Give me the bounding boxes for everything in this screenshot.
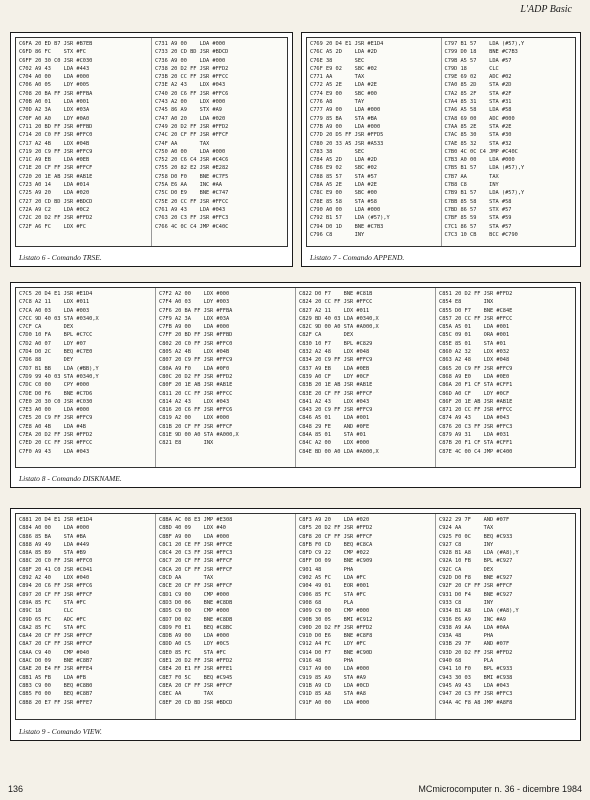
code-line: C7ED 20 CC FF JSR #FFCC (19, 440, 93, 447)
code-line: C90D 20 D2 FF JSR #FFD2 (299, 624, 373, 631)
code-line: C7E5 20 C9 FF JSR #FFC9 (19, 415, 93, 422)
code-line: C93D 20 D2 FF JSR #FFD2 (439, 649, 513, 656)
code-line: C70B A0 01 LDA #001 (19, 99, 90, 106)
listing-caption: Listato 7 - Comando APPEND. (310, 253, 405, 262)
code-line: C904 49 01 EOR #001 (299, 583, 370, 590)
code-line: C916 48 PHA (299, 658, 354, 665)
code-line: C786 E9 02 SBC #02 (310, 165, 377, 172)
code-line: C8CD AA TAX (159, 575, 214, 582)
code-column (442, 38, 576, 246)
code-line: C723 A0 14 LDA #014 (19, 182, 90, 189)
code-line: C876 20 C3 FF JSR #FFC3 (439, 423, 513, 430)
code-line: C792 B1 57 LDA (#57),Y (310, 215, 390, 222)
listing-6 (10, 32, 293, 267)
code-line: C82F CA DEX (299, 332, 354, 339)
code-line: C897 20 CF FF JSR #FFCF (19, 591, 93, 598)
code-line: C931 D0 F4 BNE #C927 (439, 591, 513, 598)
code-line: C8F3 A9 20 LDA #020 (299, 517, 370, 523)
code-line: C79D 18 CLC (444, 65, 499, 72)
code-line: C8DD A0 C5 LDY #0C5 (159, 641, 230, 648)
code-line: C717 A2 4B LDX #04B (19, 140, 90, 147)
code-line: C86F 20 1E AB JSR #AB1E (439, 398, 513, 405)
code-column (156, 288, 296, 467)
code-line: C802 20 C0 FF JSR #FFC0 (159, 340, 233, 347)
code-line: C7A4 85 31 STA #31 (444, 99, 512, 106)
code-line: C902 A5 FC LDA #FC (299, 575, 366, 582)
code-line: C76F E9 02 SBC #02 (310, 65, 377, 72)
code-line: C7B0 4C 0C C4 JMP #C40C (444, 148, 518, 155)
code-line: C863 A2 48 LDX #048 (439, 357, 510, 364)
code-line: C928 B1 A8 LDA (#A8),Y (439, 550, 519, 557)
code-line: C755 20 82 E2 JSR #E282 (155, 165, 229, 172)
listing-7 (301, 32, 581, 267)
code-line: C7F0 A9 43 LDA #043 (19, 448, 90, 455)
code-line: C83B 20 1E AB JSR #AB1E (299, 382, 373, 389)
code-line: C92A 10 FB BPL #C927 (439, 558, 513, 565)
code-line: C894 20 C6 FF JSR #FFC6 (19, 583, 93, 590)
code-line: C7FB A9 00 LDA #000 (159, 324, 230, 331)
code-line: C711 20 BD FF JSR #FFBD (19, 123, 93, 130)
code-line: C7E8 A0 4B LDA #4B (19, 423, 86, 430)
code-line: C8CA 20 CF FF JSR #FFCF (159, 566, 233, 573)
code-line: C8D9 F0 E1 BEQ #C8BC (159, 624, 233, 631)
code-line: C7C3 10 CB BCC #C790 (444, 231, 518, 238)
code-line: C8C7 20 CF FF JSR #FFCF (159, 558, 233, 565)
code-line: C8B5 F0 00 BEQ #C8B7 (19, 691, 93, 698)
code-line: C7DC C0 00 CPY #000 (19, 382, 90, 389)
code-line: C908 68 PLA (299, 599, 354, 606)
code-line: C745 86 A9 STX #A9 (155, 107, 222, 114)
code-line: C761 A9 43 LDA #043 (155, 206, 226, 213)
code-column (307, 38, 442, 246)
code-line: C797 B1 57 LDA (#57),Y (444, 41, 525, 47)
code-line: C945 A9 43 LDA #043 (439, 682, 510, 689)
code-line: C6FF 20 30 C0 JSR #C030 (19, 57, 93, 64)
code-line: C85E 85 01 STA #01 (439, 340, 506, 347)
code-line: C799 D0 18 BNE #C7B3 (444, 49, 518, 56)
code-line: C839 A0 CF LDY #0CF (299, 373, 370, 380)
code-line: C78C E9 00 SBC #00 (310, 190, 377, 197)
code-line: C860 A2 32 LDX #032 (439, 349, 510, 356)
code-line: C7B7 AA TAX (444, 173, 499, 180)
code-line: C7CF CA DEX (19, 324, 74, 331)
code-line: C7B5 B1 57 LDA (#57),Y (444, 165, 525, 172)
code-line: C79B A5 57 LDA #57 (444, 57, 512, 64)
code-line: C7F6 20 BA FF JSR #FFBA (159, 307, 233, 314)
code-line: C91F A0 00 LDA #000 (299, 699, 370, 706)
code-line: C805 A2 4B LDX #04B (159, 349, 230, 356)
code-line: C851 20 D2 FF JSR #FFD2 (439, 291, 513, 297)
code-line: C733 20 CD BD JSR #BDCD (155, 49, 229, 56)
code-line: C783 38 SEC (310, 148, 365, 155)
code-line: C7EA 20 D2 FF JSR #FFD2 (19, 432, 93, 439)
code-line: C8BA AC 08 E3 JMP #E308 (159, 517, 233, 523)
code-line: C8CE 20 CF FF JSR #FFCF (159, 583, 233, 590)
code-line: C708 20 BA FF JSR #FFBA (19, 90, 93, 97)
code-line: C80F 20 1E AB JSR #AB1E (159, 382, 233, 389)
code-line: C846 A5 01 LDA #001 (299, 415, 370, 422)
code-line: C8C1 20 CE FF JSR #FFCE (159, 541, 233, 548)
code-line: C888 A9 49 LDA #449 (19, 541, 90, 548)
code-line: C8EF 20 CD BD JSR #BDCD (159, 699, 233, 706)
code-line: C8FF D0 09 BNE #C909 (299, 558, 373, 565)
code-line: C832 A2 48 LDX #048 (299, 349, 370, 356)
code-line: C7CA A0 03 LDA #003 (19, 307, 90, 314)
code-line: C830 10 F7 BPL #C829 (299, 340, 373, 347)
listing-9 (10, 508, 581, 741)
code-line: C914 D0 F7 BNE #C90D (299, 649, 373, 656)
code-line: C7D7 B1 BB LDA (#BB),Y (19, 365, 99, 372)
code-line: C738 20 D2 FF JSR #FFD2 (155, 65, 229, 72)
code-line: C92D D0 F8 BNE #C927 (439, 575, 513, 582)
code-line: C8D5 C9 00 CMP #000 (159, 608, 230, 615)
code-line: C8E1 20 D2 FF JSR #FFD2 (159, 658, 233, 665)
code-line: C90B 30 05 BMI #C912 (299, 616, 373, 623)
code-line: C779 85 BA STA #BA (310, 115, 377, 122)
code-line: C7B9 B1 57 LDA (#57),Y (444, 190, 525, 197)
publication-info: MCmicrocomputer n. 36 - dicembre 1984 (418, 784, 582, 794)
page-footer (8, 784, 582, 794)
code-line: C7A8 69 00 ADC #000 (444, 115, 515, 122)
code-line: C78E 85 58 STA #58 (310, 198, 377, 205)
code-line: C886 85 BA STA #BA (19, 533, 86, 540)
code-line: C731 A9 00 LDA #000 (155, 41, 226, 47)
code-line: C93A 48 PHA (439, 633, 494, 640)
code-line: C922 29 7F AND #07F (439, 517, 510, 523)
code-line: C7A6 A5 58 LDA #58 (444, 107, 512, 114)
code-line: C7AA 85 2E STA #2E (444, 123, 512, 130)
code-line: C73B 20 CC FF JSR #FFCC (155, 74, 229, 81)
code-line: C8A2 85 FC STA #FC (19, 624, 86, 631)
code-line: C81B 20 CF FF JSR #FFCF (159, 423, 233, 430)
code-line: C912 A4 FC LDY #FC (299, 641, 366, 648)
code-line: C92C CA DEX (439, 566, 494, 573)
code-line: C72A A9 C2 LDA #0C2 (19, 206, 90, 213)
code-line: C943 30 03 BMI #C938 (439, 674, 513, 681)
code-line: C76C A5 2D LDA #2D (310, 49, 377, 56)
code-line: C7F9 A2 3A LDX #03A (159, 315, 230, 322)
code-line: C841 A2 43 LDX #043 (299, 398, 370, 405)
code-line: C714 20 C0 FF JSR #FFC0 (19, 132, 93, 139)
code-line: C8A4 20 CF FF JSR #FFCF (19, 633, 93, 640)
code-line: C822 D0 F7 BNE #C81B (299, 291, 373, 297)
code-column (16, 288, 156, 467)
code-line: C75E 20 CC FF JSR #FFCC (155, 198, 229, 205)
code-line: C796 C8 INY (310, 231, 365, 238)
code-line: C919 85 A9 STA #A9 (299, 674, 366, 681)
code-line: C910 D0 E6 BNE #C8F8 (299, 633, 373, 640)
code-line: C7F2 A2 00 LDX #000 (159, 291, 230, 297)
code-line: C824 20 CC FF JSR #FFCC (299, 299, 373, 306)
code-line: C821 E8 INX (159, 440, 214, 447)
code-line: C8BD 40 09 LDX #40 (159, 525, 226, 532)
code-line: C790 A0 00 LDA #000 (310, 206, 381, 213)
code-line: C857 20 CC FF JSR #FFCC (439, 315, 513, 322)
code-line: C8D1 C9 00 CMP #000 (159, 591, 230, 598)
code-line: C94A 4C F8 A8 JMP #A8F8 (439, 699, 513, 706)
code-line: C83E 20 CF FF JSR #FFCF (299, 390, 373, 397)
code-line: C80A A9 F0 LDA #0F0 (159, 365, 230, 372)
code-line: C87B 20 F1 CF STA #CFF1 (439, 440, 513, 447)
code-line: C89C 18 CLC (19, 608, 74, 615)
code-line: C7C5 20 D4 E1 JSR #E1D4 (19, 291, 93, 297)
code-line: C84A 85 01 STA #01 (299, 432, 366, 439)
section-header: L'ADP Basic (520, 4, 572, 15)
code-line: C7BB 85 58 STA #58 (444, 198, 512, 205)
code-line: C941 10 F0 BPL #C933 (439, 666, 513, 673)
code-line: C747 A0 20 LDA #020 (155, 115, 226, 122)
code-line: C92F 20 CF FF JSR #FFCF (439, 583, 513, 590)
code-line: C8DB A9 00 LDA #000 (159, 633, 230, 640)
code-line: C84E BD 00 A0 LDA #A000,X (299, 448, 379, 455)
code-line: C704 A0 00 LDA #000 (19, 74, 90, 81)
code-line: C725 A9 20 LDA #020 (19, 190, 90, 197)
code-line: C774 E9 00 SBC #00 (310, 90, 377, 97)
code-line: C91B A9 CD LDA #0CD (299, 682, 370, 689)
code-line: C84C A2 00 LDX #000 (299, 440, 370, 447)
code-line: C7D0 10 FA BPL #C7CC (19, 332, 93, 339)
code-line: C771 AA TAX (310, 74, 365, 81)
code-line: C75A E6 AA INC #AA (155, 182, 222, 189)
code-line: C874 A9 43 LDA #043 (439, 415, 510, 422)
code-column (436, 514, 575, 719)
code-line: C73E A2 43 LDX #043 (155, 82, 226, 89)
code-line: C7E0 20 30 C0 JSR #C030 (19, 398, 93, 405)
code-line: C72C 20 D2 FF JSR #FFD2 (19, 215, 93, 222)
code-line: C788 85 57 STA #57 (310, 173, 377, 180)
code-line: C7B3 A0 00 LDA #000 (444, 157, 515, 164)
code-line: C8E7 F0 5C BEQ #C945 (159, 674, 233, 681)
code-line: C7A2 85 2F STA #2F (444, 90, 512, 97)
code-line: C749 20 D2 FF JSR #FFD2 (155, 123, 229, 130)
code-line: C8F8 20 CF FF JSR #FFCF (299, 533, 373, 540)
code-line: C8FD C9 22 CMP #022 (299, 550, 370, 557)
code-line: C8EC AA TAX (159, 691, 214, 698)
code-line: C811 20 CC FF JSR #FFCC (159, 390, 233, 397)
code-line: C71C A9 EB LDA #0EB (19, 157, 90, 164)
code-line: C87E 4C 00 C4 JMP #C400 (439, 448, 513, 455)
code-line: C769 20 D4 E1 JSR #E1D4 (310, 41, 384, 47)
code-line: C86A 20 F1 CF STA #CFF1 (439, 382, 513, 389)
code-line: C8BF A9 00 LDA #000 (159, 533, 230, 540)
code-column (152, 38, 287, 246)
code-line: C7D4 D0 2C BEQ #C7E0 (19, 349, 93, 356)
code-line: C933 C8 INY (439, 599, 494, 606)
code-line: C743 A2 00 LDX #000 (155, 99, 226, 106)
listing-caption: Listato 8 - Comando DISKNAME. (19, 474, 122, 483)
code-line: C88C 20 C0 FF JSR #FFC0 (19, 558, 93, 565)
code-line: C8B8 20 E7 FF JSR #FFE7 (19, 699, 93, 706)
code-line: C8C4 20 C3 FF JSR #FFC3 (159, 550, 233, 557)
code-line: C72F A6 FC LDX #FC (19, 223, 86, 230)
code-line: C76E 38 SEC (310, 57, 365, 64)
code-line: C77B A9 00 LDA #000 (310, 123, 381, 130)
code-line: C7AC 85 30 STA #30 (444, 132, 512, 139)
code-line: C8AC D0 09 BNE #C8B7 (19, 658, 93, 665)
code-line: C750 A0 00 LDA #000 (155, 148, 226, 155)
code-line: C79E 69 02 ADC #02 (444, 74, 512, 81)
code-line: C814 A2 43 LDX #043 (159, 398, 230, 405)
code-line: C8F5 20 D2 FF JSR #FFD2 (299, 525, 373, 532)
code-line: C854 E8 INX (439, 299, 494, 306)
code-line: C736 A9 00 LDA #000 (155, 57, 226, 64)
code-line: C763 20 C3 FF JSR #FFC3 (155, 215, 229, 222)
code-line: C934 B1 A8 LDA (#A8),Y (439, 608, 519, 615)
code-line: C85A A5 01 LDA #001 (439, 324, 510, 331)
code-line: C906 85 FC STA #FC (299, 591, 366, 598)
code-line: C7D2 A0 07 LDY #07 (19, 340, 86, 347)
code-line: C7B8 C8 INY (444, 182, 499, 189)
code-line: C7D6 88 DEY (19, 357, 74, 364)
code-line: C917 A9 00 LDA #000 (299, 666, 370, 673)
code-line: C758 D0 F0 BNE #C7F5 (155, 173, 229, 180)
code-line: C924 AA TAX (439, 525, 494, 532)
code-line: C70F A0 A0 LDY #0A0 (19, 115, 90, 122)
code-line: C7D9 99 40 03 STA #0340,Y (19, 373, 99, 380)
code-line: C7CC 9D 40 03 STA #0340,X (19, 315, 99, 322)
code-line: C7E3 A0 00 LDA #000 (19, 407, 90, 414)
code-column (16, 514, 156, 719)
code-line: C8D3 D0 06 BNE #C8DB (159, 599, 233, 606)
code-line: C881 20 D4 E1 JSR #E1D4 (19, 517, 93, 523)
code-line: C871 20 CC FF JSR #FFCC (439, 407, 513, 414)
code-line: C78A A5 2E LDA #2E (310, 182, 377, 189)
code-line: C855 D0 F7 BNE #C84E (439, 307, 513, 314)
code-line: C88A 85 B9 STA #B9 (19, 550, 86, 557)
code-line: C89D 65 FC ADC #FC (19, 616, 86, 623)
code-line: C8FB F0 CD BEQ #C8CA (299, 541, 373, 548)
code-line: C927 C8 INY (439, 541, 494, 548)
code-line: C75C D0 E9 BNE #C747 (155, 190, 229, 197)
code-line: C74C 20 CF FF JSR #FFCF (155, 132, 229, 139)
code-line: C70D A2 3A LDX #03A (19, 107, 90, 114)
code-line: C6FA 20 ED B7 JSR #B7EB (19, 41, 93, 47)
code-line: C848 29 FE AND #0FE (299, 423, 370, 430)
code-line: C807 20 C9 FF JSR #FFC9 (159, 357, 233, 364)
code-column (436, 288, 575, 467)
code-line: C7BD 86 57 STX #57 (444, 206, 512, 213)
code-line: C702 A9 43 LDA #443 (19, 65, 90, 72)
code-line: C827 A2 11 LDX #011 (299, 307, 370, 314)
code-line: C776 A8 TAY (310, 99, 365, 106)
code-line: C81E 9D 00 A0 STA #A000,X (159, 432, 239, 439)
code-line: C77D 20 D5 FF JSR #FFD5 (310, 132, 384, 139)
code-line: C868 A9 E0 LDA #0E0 (439, 373, 510, 380)
code-line: C8EA 20 CF FF JSR #FFCF (159, 682, 233, 689)
code-line: C82C 9D 00 A0 STA #A000,X (299, 324, 379, 331)
code-line: C8B3 C9 00 BEQ #C8B0 (19, 682, 93, 689)
code-line: C909 C9 00 CMP #000 (299, 608, 370, 615)
code-line: C7C8 A2 11 LDX #011 (19, 299, 90, 306)
code-line: C8AA C9 40 CMP #040 (19, 649, 90, 656)
code-line: C837 A9 EB LDA #0EB (299, 365, 370, 372)
code-line: C8D7 D0 02 BNE #C8DB (159, 616, 233, 623)
code-line: C91D 85 A8 STA #A8 (299, 691, 366, 698)
code-line: C865 20 C9 FF JSR #FFC9 (439, 365, 513, 372)
code-line: C819 A2 00 LDX #000 (159, 415, 230, 422)
code-line: C777 A9 00 LDA #000 (310, 107, 381, 114)
listing-caption: Listato 6 - Comando TRSE. (19, 253, 102, 262)
code-line: C772 A5 2E LDA #2E (310, 82, 377, 89)
code-line: C727 20 CD BD JSR #BDCD (19, 198, 93, 205)
listing-caption: Listato 9 - Comando VIEW. (19, 727, 102, 736)
listing-8 (10, 282, 581, 488)
code-line: C85C 09 01 ORA #001 (439, 332, 510, 339)
code-line: C892 A2 40 LDX #040 (19, 575, 90, 582)
code-line: C901 48 PHA (299, 566, 354, 573)
code-line: C8E4 20 E1 FF JSR #FFE1 (159, 666, 233, 673)
page-number: 136 (8, 784, 24, 794)
code-line: C740 20 C6 FF JSR #FFC6 (155, 90, 229, 97)
code-line: C89A 85 FC STA #FC (19, 599, 86, 606)
code-line: C8AE 20 E4 FF JSR #FFE4 (19, 666, 93, 673)
code-column (296, 288, 436, 467)
code-line: C74F AA TAX (155, 140, 210, 147)
code-line: C834 20 C9 FF JSR #FFC9 (299, 357, 373, 364)
code-column (16, 38, 152, 246)
code-line: C925 F0 0C BEQ #C933 (439, 533, 513, 540)
code-column (296, 514, 436, 719)
code-line: C7FF 20 BD FF JSR #FFBD (159, 332, 233, 339)
code-line: C7BF 85 59 STA #59 (444, 215, 512, 222)
code-line: C780 20 33 A5 JSR #A533 (310, 140, 384, 147)
code-line: C8E0 85 FC STA #FC (159, 649, 226, 656)
code-line: C93B 29 7F AND #07F (439, 641, 510, 648)
code-line: C816 20 C6 FF JSR #FFC6 (159, 407, 233, 414)
code-line: C7DE D0 F6 BNE #C7D6 (19, 390, 93, 397)
code-line: C879 A9 31 LDA #031 (439, 432, 510, 439)
code-line: C766 4C 0C C4 JMP #C40C (155, 223, 229, 230)
code-line: C8B1 A5 FB LDA #FB (19, 674, 86, 681)
code-line: C947 20 C3 FF JSR #FFC3 (439, 691, 513, 698)
code-line: C940 68 PLA (439, 658, 494, 665)
code-line: C8A7 20 CF FF JSR #FFCF (19, 641, 93, 648)
code-line: C794 D0 1D BNE #C7B3 (310, 223, 384, 230)
code-line: C7C1 86 57 STA #57 (444, 223, 512, 230)
code-line: C7AE 85 32 STA #32 (444, 140, 512, 147)
code-line: C88F 20 41 C0 JSR #C041 (19, 566, 93, 573)
code-line: C71E 20 CF FF JSR #FFCF (19, 165, 93, 172)
code-line: C7A0 85 2D STA #2D (444, 82, 512, 89)
code-line: C719 20 C9 FF JSR #FFC9 (19, 148, 93, 155)
code-line: C884 A0 00 LDA #000 (19, 525, 90, 532)
code-line: C6FD 86 FC STX #FC (19, 49, 86, 56)
code-line: C80C 20 D2 FF JSR #FFD2 (159, 373, 233, 380)
code-column (156, 514, 296, 719)
code-line: C829 BD 40 03 LDA #0340,X (299, 315, 379, 322)
code-line: C720 20 1E AB JSR #AB1E (19, 173, 93, 180)
code-line: C784 A5 2D LDA #2D (310, 157, 377, 164)
code-line: C86D A0 CF LDY #0CF (439, 390, 510, 397)
code-line: C936 E6 A9 INC #A9 (439, 616, 506, 623)
code-line: C938 A9 AA LDA #0AA (439, 624, 510, 631)
code-line: C843 20 C9 FF JSR #FFC9 (299, 407, 373, 414)
code-line: C752 20 C6 C4 JSR #C4C6 (155, 157, 229, 164)
code-line: C706 A0 05 LDY #005 (19, 82, 90, 89)
code-line: C7F4 A0 03 LDY #003 (159, 299, 230, 306)
